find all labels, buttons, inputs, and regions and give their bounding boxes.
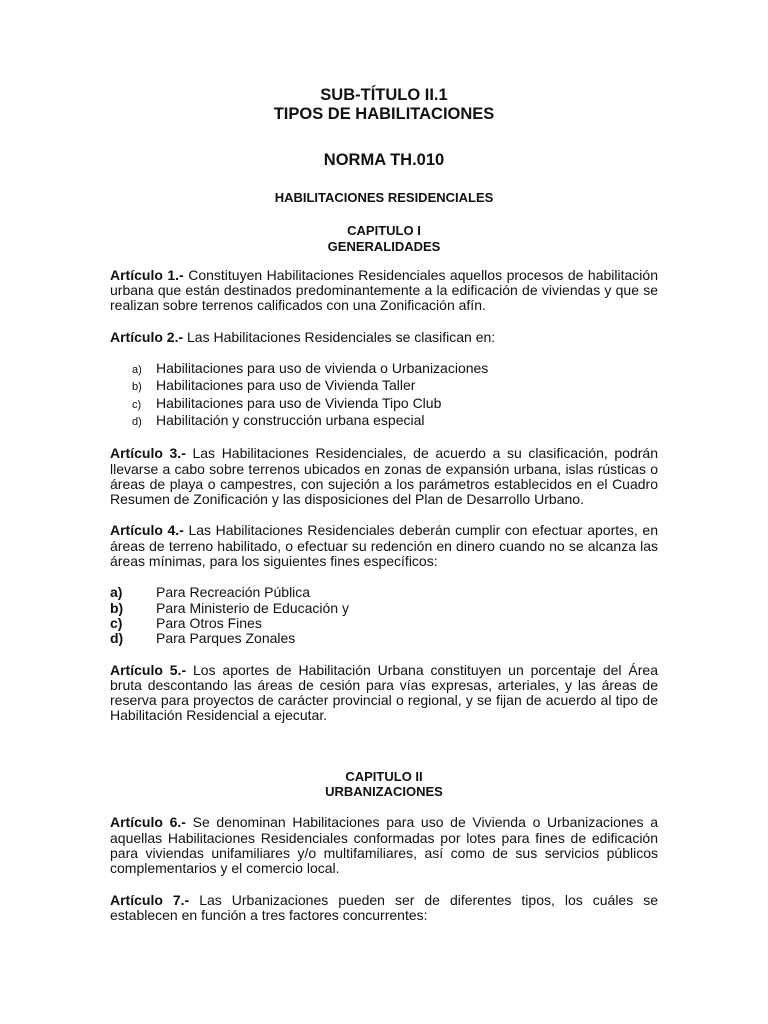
list-item-marker: b) — [132, 381, 142, 394]
list-item-text: Para Ministerio de Educación y — [156, 599, 349, 616]
list-item — [110, 616, 658, 631]
list-item — [110, 361, 658, 378]
article-6-text: Se denominan Habilitaciones para uso de Vivienda o Urbanizaciones a aquellas Habilitaciones Residenciales conformadas por lotes para fines de edificación para viviendas unifamiliares y/o multifamiliares, así como de sus servicios públicos complementarios y el comercio local. — [110, 814, 658, 877]
article-7 — [110, 893, 658, 924]
article-5-text: Los aportes de Habilitación Urbana constituyen un porcentaje del Área bruta descontando las áreas de cesión para vías expresas, arteriales, y las áreas de reserva para proyectos de carácter provincial o regional, y se fijan de acuerdo al tipo de Habilitación Residencial a ejecutar. — [110, 661, 658, 724]
norma-title: NORMA TH.010 — [323, 151, 445, 169]
section-heading: HABILITACIONES RESIDENCIALES — [274, 190, 494, 205]
article-1-label: Artículo 1.- — [110, 266, 184, 283]
list-item-marker: c) — [110, 614, 123, 631]
list-item-text: Habilitaciones para uso de vivienda o Urbanizaciones — [156, 360, 489, 377]
article-7-label: Artículo 7.- — [110, 891, 190, 908]
article-4 — [110, 523, 658, 569]
article-4-list — [110, 585, 658, 646]
article-6-label: Artículo 6.- — [110, 814, 186, 831]
subtitle-line-1: SUB-TÍTULO II.1 — [320, 86, 448, 104]
list-item-text: Habilitación y construcción urbana especial — [156, 411, 425, 428]
list-item-text: Habilitaciones para uso de Vivienda Tipo Club — [156, 394, 442, 411]
list-item-marker: d) — [110, 630, 124, 647]
list-item — [110, 585, 658, 600]
list-item-text: Para Recreación Pública — [156, 584, 311, 601]
article-5-label: Artículo 5.- — [110, 661, 187, 678]
list-item — [110, 413, 658, 430]
list-item — [110, 378, 658, 395]
chapter-2-name: URBANIZACIONES — [325, 784, 443, 800]
article-2-text: Las Habilitaciones Residenciales se clasifican en: — [183, 328, 496, 345]
list-item — [110, 631, 658, 646]
article-2-label: Artículo 2.- — [110, 328, 184, 345]
article-1 — [110, 268, 658, 314]
article-5 — [110, 663, 658, 724]
article-6 — [110, 815, 658, 876]
list-item-text: Habilitaciones para uso de Vivienda Taller — [156, 377, 416, 394]
list-item-text: Para Parques Zonales — [156, 630, 296, 647]
article-3-label: Artículo 3.- — [110, 445, 186, 462]
document-page — [110, 86, 658, 923]
article-4-text: Las Habilitaciones Residenciales deberán cumplir con efectuar aportes, en áreas de terreno habilitado, o efectuar su redención en dinero cuando no se alcanza las áreas mínimas, para los siguientes fines específicos: — [110, 522, 658, 570]
chapter-2-label: CAPITULO II — [345, 768, 423, 784]
list-item — [110, 601, 658, 616]
article-1-text: Constituyen Habilitaciones Residenciales aquellos procesos de habilitación urbana que están destinados predominantemente a la edificación de viviendas y que se realizan sobre terrenos calificados con una Zonificación afín. — [110, 266, 658, 314]
chapter-1-label: CAPITULO I — [347, 223, 421, 239]
list-item — [110, 396, 658, 413]
list-item-text: Para Otros Fines — [156, 614, 262, 631]
list-item-marker: a) — [110, 584, 123, 601]
subtitle-line-2: TIPOS DE HABILITACIONES — [273, 105, 495, 123]
list-item-marker: c) — [132, 398, 142, 411]
article-7-text: Las Urbanizaciones pueden ser de diferentes tipos, los cuáles se establecen en función a tres factores concurrentes: — [110, 891, 658, 923]
article-4-label: Artículo 4.- — [110, 522, 184, 539]
article-2-list — [110, 361, 658, 430]
article-2 — [110, 330, 658, 345]
chapter-1-name: GENERALIDADES — [327, 238, 441, 254]
list-item-marker: d) — [132, 415, 142, 428]
article-3 — [110, 446, 658, 507]
list-item-marker: b) — [110, 599, 124, 616]
list-item-marker: a) — [132, 364, 142, 377]
article-3-text: Las Habilitaciones Residenciales, de acuerdo a su clasificación, podrán llevarse a cabo sobre terrenos ubicados en zonas de expansión urbana, islas rústicas o áreas de playa o campestres, con sujeción a los parámetros establecidos en el Cuadro Resumen de Zonificación y las disposiciones del Plan de Desarrollo Urbano. — [110, 445, 658, 508]
